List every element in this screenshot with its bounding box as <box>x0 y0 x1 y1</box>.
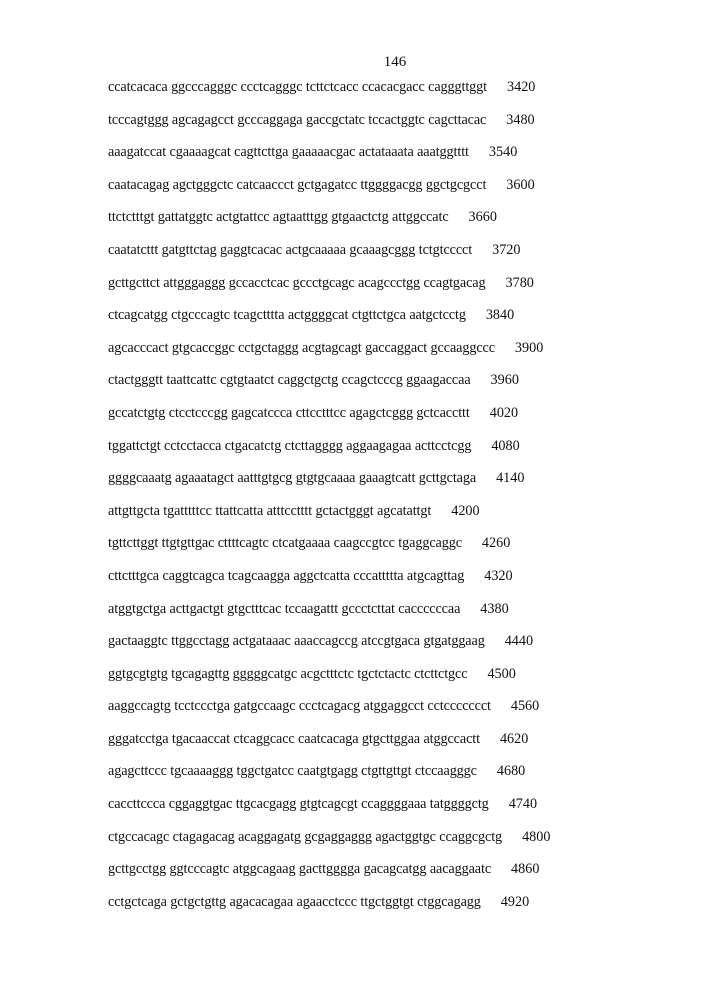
position-number: 3540 <box>488 144 518 161</box>
sequence-text: cttctttgca caggtcagca tcagcaagga aggctcatta cccattttta atgcagttag <box>108 567 465 584</box>
sequence-text: aaagatccat cgaaaagcat cagttcttga gaaaaacgac actataaata aaatggtttt <box>108 144 469 161</box>
sequence-text: ctgccacagc ctagagacag acaggagatg gcgaggaggg agactggtgc ccaggcgctg <box>108 828 503 845</box>
position-number: 3720 <box>492 241 521 258</box>
sequence-row <box>108 144 550 177</box>
sequence-row <box>108 177 550 210</box>
sequence-row <box>108 242 550 275</box>
position-number: 4920 <box>500 893 530 910</box>
sequence-text: caccttccca cggaggtgac ttgcacgagg gtgtcagcgt ccaggggaaa tatggggctg <box>108 796 489 813</box>
sequence-text: ggggcaaatg agaaatagct aatttgtgcg gtgtgcaaaa gaaagtcatt gcttgctaga <box>108 470 477 487</box>
position-number: 4860 <box>511 861 540 878</box>
page-number: 146 <box>383 54 407 70</box>
position-number: 3480 <box>506 111 535 128</box>
sequence-row <box>108 633 550 666</box>
position-number: 3900 <box>514 339 544 356</box>
sequence-row <box>108 112 550 145</box>
sequence-row <box>108 568 550 601</box>
sequence-row <box>108 405 550 438</box>
position-number: 3840 <box>485 307 515 324</box>
sequence-text: attgttgcta tgatttttcc ttattcatta atttcctttt gctactgggt agcatattgt <box>108 502 432 519</box>
sequence-row <box>108 698 550 731</box>
sequence-text: agagcttccc tgcaaaaggg tggctgatcc caatgtgagg ctgttgttgt ctccaagggc <box>108 763 477 780</box>
sequence-row <box>108 731 550 764</box>
sequence-row <box>108 438 550 471</box>
sequence-row <box>108 535 550 568</box>
position-number: 4080 <box>491 437 520 454</box>
sequence-text: ggtgcgtgtg tgcagagttg gggggcatgc acgctttctc tgctctactc ctcttctgcc <box>108 665 468 682</box>
position-number: 4800 <box>522 828 551 845</box>
sequence-row <box>108 763 550 796</box>
sequence-text: ttctctttgt gattatggtc actgtattcc agtaatttgg gtgaactctg attggccatc <box>108 209 449 226</box>
position-number: 4680 <box>496 763 526 780</box>
sequence-text: atggtgctga acttgactgt gtgctttcac tccaagattt gccctcttat caccccccaa <box>108 600 461 617</box>
position-number: 4260 <box>481 535 511 552</box>
sequence-text: agcacccact gtgcaccggc cctgctaggg acgtagcagt gaccaggact gccaaggccc <box>108 339 495 356</box>
position-number: 4320 <box>484 567 513 584</box>
sequence-row <box>108 372 550 405</box>
sequence-listing <box>108 79 550 926</box>
sequence-text: tcccagtggg agcagagcct gcccaggaga gaccgctatc tccactggtc cagcttacac <box>108 111 487 128</box>
sequence-row <box>108 79 550 112</box>
sequence-text: aaggccagtg tcctccctga gatgccaagc ccctcagacg atggaggcct cctccccccct <box>108 698 491 715</box>
sequence-row <box>108 503 550 536</box>
position-number: 4560 <box>510 698 540 715</box>
sequence-text: gactaaggtc ttggcctagg actgataaac aaaccagccg atccgtgaca gtgatggaag <box>108 633 485 650</box>
sequence-text: gcttgcctgg ggtcccagtc atggcagaag gacttgggga gacagcatgg aacaggaatc <box>108 861 492 878</box>
position-number: 4380 <box>480 600 509 617</box>
sequence-text: ccatcacaca ggcccagggc ccctcagggc tcttctcacc ccacacgacc cagggttggt <box>108 79 488 95</box>
position-number: 3420 <box>507 79 536 95</box>
sequence-text: tggattctgt cctcctacca ctgacatctg ctcttagggg aggaagagaa acttcctcgg <box>108 437 472 454</box>
sequence-row <box>108 894 550 927</box>
sequence-row <box>108 307 550 340</box>
position-number: 4020 <box>489 404 519 421</box>
sequence-text: gcttgcttct attgggaggg gccacctcac gccctgcagc acagccctgg ccagtgacag <box>108 274 486 291</box>
sequence-text: ctcagcatgg ctgcccagtc tcagctttta actggggcat ctgttctgca aatgctcctg <box>108 307 466 324</box>
position-number: 3600 <box>506 176 535 193</box>
sequence-row <box>108 275 550 308</box>
position-number: 4620 <box>499 730 529 747</box>
position-number: 4140 <box>496 470 525 487</box>
position-number: 3960 <box>490 372 519 389</box>
sequence-row <box>108 340 550 373</box>
sequence-row <box>108 666 550 699</box>
sequence-text: gccatctgtg ctcctcccgg gagcatccca cttcctttcc agagctcggg gctcaccttt <box>108 404 470 421</box>
sequence-row <box>108 470 550 503</box>
sequence-text: cctgctcaga gctgctgttg agacacagaa agaacctccc ttgctggtgt ctggcagagg <box>108 893 481 910</box>
sequence-row <box>108 829 550 862</box>
position-number: 4740 <box>508 796 538 813</box>
position-number: 4200 <box>451 502 480 519</box>
sequence-text: ctactgggtt taattcattc cgtgtaatct caggctgctg ccagctcccg ggaagaccaa <box>108 372 471 389</box>
position-number: 3660 <box>468 209 497 226</box>
sequence-text: caatacagag agctgggctc catcaaccct gctgagatcc ttggggacgg ggctgcgcct <box>108 176 487 193</box>
sequence-text: caatatcttt gatgttctag gaggtcacac actgcaaaaa gcaaagcggg tctgtcccct <box>108 241 473 258</box>
position-number: 4440 <box>504 633 534 650</box>
position-number: 3780 <box>505 274 534 291</box>
position-number: 4500 <box>487 665 516 682</box>
sequence-row <box>108 209 550 242</box>
sequence-row <box>108 601 550 634</box>
sequence-text: gggatcctga tgacaaccat ctcaggcacc caatcacaga gtgcttggaa atggccactt <box>108 730 480 747</box>
sequence-row <box>108 861 550 894</box>
sequence-row <box>108 796 550 829</box>
sequence-text: tgttcttggt ttgtgttgac cttttcagtc ctcatgaaaa caagccgtcc tgaggcaggc <box>108 535 462 552</box>
